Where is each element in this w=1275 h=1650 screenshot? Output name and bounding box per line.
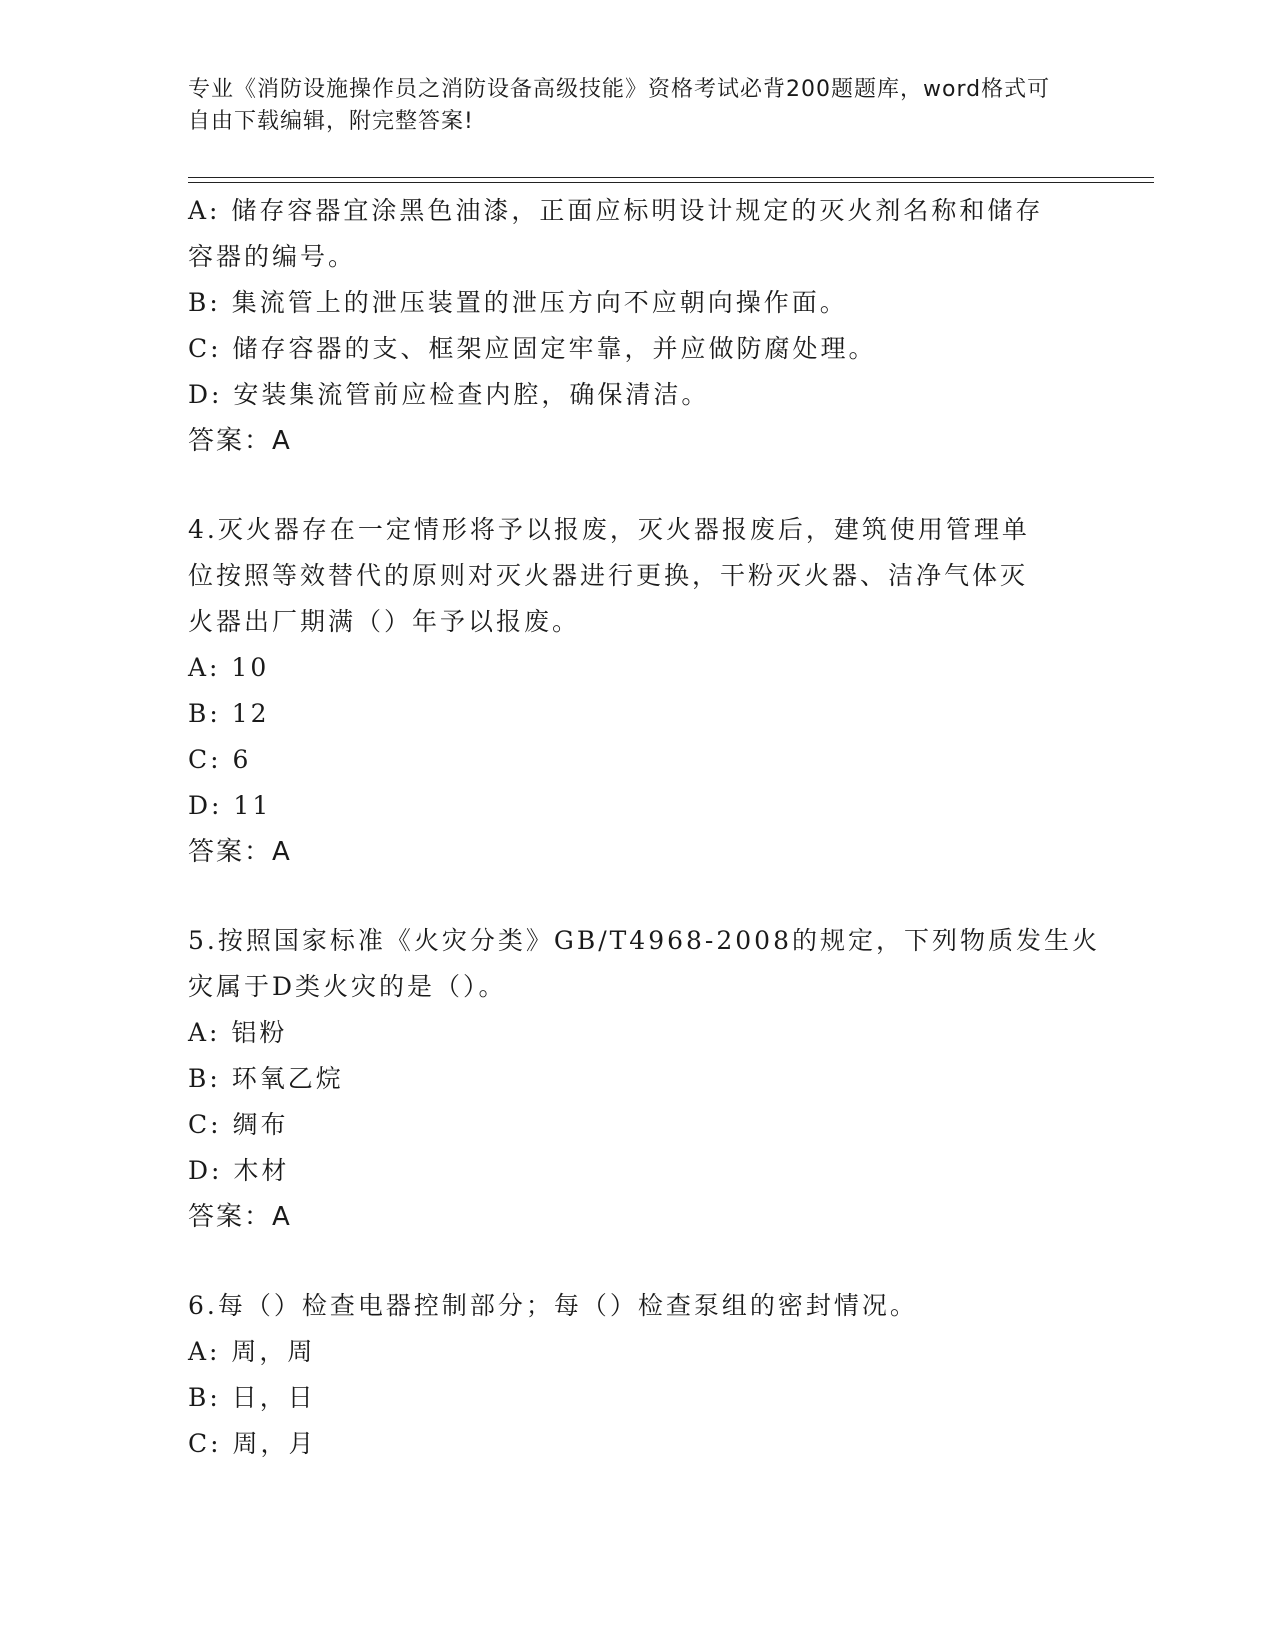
- question-stem: 6.每（）检查电器控制部分；每（）检查泵组的密封情况。: [188, 1291, 918, 1320]
- header-divider-bottom: [188, 182, 1154, 183]
- spacer: [188, 875, 1088, 918]
- option-d: D: 安装集流管前应检查内腔，确保清洁。: [188, 380, 710, 409]
- option-a-continued: 容器的编号。: [188, 242, 357, 271]
- option-b: B: 环氧乙烷: [188, 1064, 344, 1093]
- option-d: D: 木材: [188, 1156, 290, 1185]
- option-c: C: 储存容器的支、框架应固定牢靠，并应做防腐处理。: [188, 334, 877, 363]
- spacer: [188, 1240, 1088, 1283]
- question-stem: 4.灭火器存在一定情形将予以报废，灭火器报废后，建筑使用管理单: [188, 515, 1030, 544]
- question-5: [188, 918, 1100, 1240]
- question-stem: 5.按照国家标准《火灾分类》GB/T4968-2008的规定，下列物质发生火: [188, 926, 1100, 955]
- option-d: D: 11: [188, 791, 272, 820]
- option-c: C: 绸布: [188, 1110, 289, 1139]
- header-divider-top: [188, 177, 1154, 178]
- question-stem: 火器出厂期满（）年予以报废。: [188, 607, 581, 636]
- question-4: [188, 507, 1088, 875]
- option-b: B: 日，日: [188, 1383, 316, 1412]
- option-c: C: 6: [188, 745, 252, 774]
- option-b: B: 12: [188, 699, 270, 728]
- option-c: C: 周，月: [188, 1429, 317, 1458]
- option-a: A: 储存容器宜涂黑色油漆，正面应标明设计规定的灭火剂名称和储存: [188, 196, 1044, 225]
- question-3: [188, 188, 1088, 464]
- answer: 答案：A: [188, 426, 292, 456]
- question-content: [188, 188, 1100, 1467]
- question-stem: 灾属于D类火灾的是（）。: [188, 972, 507, 1001]
- question-6: [188, 1283, 1088, 1467]
- option-a: A: 周，周: [188, 1337, 316, 1366]
- document-header: 专业《消防设施操作员之消防设备高级技能》资格考试必背200题题库，word格式可自由下载编辑，附完整答案!: [188, 77, 1051, 134]
- option-a: A: 10: [188, 653, 270, 682]
- question-stem: 位按照等效替代的原则对灭火器进行更换，干粉灭火器、洁净气体灭: [188, 561, 1029, 590]
- option-a: A: 铝粉: [188, 1018, 288, 1047]
- answer: 答案：A: [188, 837, 292, 867]
- answer: 答案：A: [188, 1202, 292, 1232]
- option-b: B: 集流管上的泄压装置的泄压方向不应朝向操作面。: [188, 288, 848, 317]
- spacer: [188, 464, 1088, 507]
